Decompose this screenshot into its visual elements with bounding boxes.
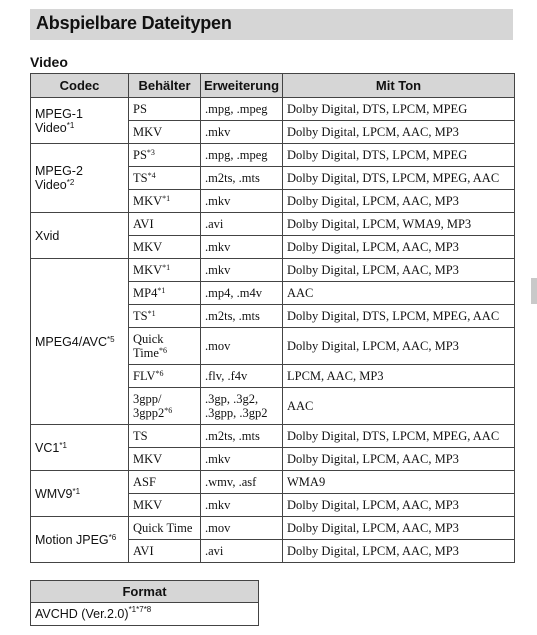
sound-cell: Dolby Digital, LPCM, WMA9, MP3 [283, 213, 515, 236]
format-value: AVCHD (Ver.2.0) [35, 607, 129, 621]
extension-cell: .m2ts, .mts [201, 425, 283, 448]
format-row [31, 603, 259, 626]
extension-cell: .mkv [201, 494, 283, 517]
sound-cell: Dolby Digital, LPCM, AAC, MP3 [283, 259, 515, 282]
container-name: MKV [133, 194, 163, 208]
format-header: Format [31, 581, 259, 603]
codec-cell [31, 425, 129, 471]
sound-cell: WMA9 [283, 471, 515, 494]
container-footnote: *1 [162, 194, 171, 203]
codec-cell [31, 144, 129, 213]
container-cell [129, 213, 201, 236]
table-row [31, 144, 515, 167]
codec-name: VC1 [35, 440, 60, 455]
extension-cell: .mkv [201, 259, 283, 282]
container-name: MKV [133, 125, 163, 139]
codec-footnote: *2 [66, 178, 75, 187]
codec-name: MPEG-2 Video [35, 164, 83, 192]
extension-cell: .mpg, .mpeg [201, 98, 283, 121]
container-footnote: *6 [164, 406, 173, 415]
container-footnote: *3 [146, 148, 155, 157]
extension-cell: .flv, .f4v [201, 365, 283, 388]
page-title-bar [30, 9, 513, 40]
table-row [31, 517, 515, 540]
sound-cell: AAC [283, 282, 515, 305]
container-name: 3gpp/ 3gpp2 [133, 392, 165, 420]
page-edge-tab [531, 278, 537, 304]
container-cell [129, 144, 201, 167]
extension-cell: .mkv [201, 448, 283, 471]
header-codec: Codec [31, 74, 129, 98]
codec-cell [31, 98, 129, 144]
video-file-types-table [30, 73, 515, 563]
container-cell [129, 448, 201, 471]
extension-cell: .avi [201, 213, 283, 236]
table-row [31, 425, 515, 448]
sound-cell: Dolby Digital, LPCM, AAC, MP3 [283, 494, 515, 517]
container-cell [129, 190, 201, 213]
codec-footnote: *6 [108, 532, 117, 542]
sound-cell: Dolby Digital, DTS, LPCM, MPEG, AAC [283, 425, 515, 448]
container-footnote: *1 [157, 286, 166, 295]
container-name: AVI [133, 217, 154, 231]
format-footnote: *1*7*8 [128, 605, 152, 614]
codec-cell [31, 259, 129, 425]
container-cell [129, 328, 201, 365]
codec-name: Xvid [35, 228, 60, 243]
container-footnote: *4 [147, 171, 156, 180]
codec-footnote: *1 [72, 486, 81, 496]
format-table [30, 580, 259, 626]
container-name: Quick Time [133, 332, 164, 360]
sound-cell: Dolby Digital, LPCM, AAC, MP3 [283, 236, 515, 259]
extension-cell: .wmv, .asf [201, 471, 283, 494]
header-extension: Erweiterung [201, 74, 283, 98]
codec-name: MPEG4/AVC [35, 334, 108, 349]
sound-cell: Dolby Digital, DTS, LPCM, MPEG, AAC [283, 305, 515, 328]
sound-cell: Dolby Digital, LPCM, AAC, MP3 [283, 448, 515, 471]
codec-cell [31, 517, 129, 563]
codec-cell [31, 471, 129, 517]
sound-cell: Dolby Digital, LPCM, AAC, MP3 [283, 540, 515, 563]
container-cell [129, 282, 201, 305]
sound-cell: Dolby Digital, DTS, LPCM, MPEG [283, 98, 515, 121]
container-footnote: *1 [162, 263, 171, 272]
container-name: MKV [133, 498, 163, 512]
container-name: PS [133, 102, 147, 116]
codec-footnote: *1 [66, 120, 75, 130]
extension-cell: .avi [201, 540, 283, 563]
section-heading-video: Video [30, 54, 68, 70]
container-cell [129, 259, 201, 282]
table-body [31, 98, 515, 563]
container-cell [129, 388, 201, 425]
sound-cell: Dolby Digital, LPCM, AAC, MP3 [283, 190, 515, 213]
container-name: PS [133, 148, 147, 162]
extension-cell: .3gp, .3g2, .3gpp, .3gp2 [201, 388, 283, 425]
sound-cell: Dolby Digital, LPCM, AAC, MP3 [283, 328, 515, 365]
container-name: MP4 [133, 286, 158, 300]
container-cell [129, 167, 201, 190]
sound-cell: AAC [283, 388, 515, 425]
table-header-row [31, 74, 515, 98]
codec-footnote: *1 [59, 440, 67, 450]
extension-cell: .mov [201, 517, 283, 540]
container-cell [129, 425, 201, 448]
codec-name: WMV9 [35, 486, 73, 501]
codec-name: Motion JPEG [35, 532, 109, 547]
codec-footnote: *5 [107, 334, 115, 344]
sound-cell: LPCM, AAC, MP3 [283, 365, 515, 388]
table-row [31, 98, 515, 121]
extension-cell: .mkv [201, 121, 283, 144]
container-cell [129, 305, 201, 328]
container-cell [129, 540, 201, 563]
sound-cell: Dolby Digital, LPCM, AAC, MP3 [283, 121, 515, 144]
header-container: Behälter [129, 74, 201, 98]
table-row [31, 259, 515, 282]
extension-cell: .mkv [201, 236, 283, 259]
container-name: TS [133, 429, 148, 443]
table-row [31, 213, 515, 236]
page-title: Abspielbare Dateitypen [36, 13, 232, 33]
extension-cell: .m2ts, .mts [201, 167, 283, 190]
extension-cell: .mov [201, 328, 283, 365]
container-footnote: *6 [155, 369, 164, 378]
container-name: TS [133, 171, 148, 185]
extension-cell: .mkv [201, 190, 283, 213]
container-name: FLV [133, 369, 156, 383]
container-footnote: *1 [147, 309, 156, 318]
container-cell [129, 121, 201, 144]
codec-name: MPEG-1 Video [35, 106, 83, 135]
container-name: Quick Time [133, 521, 193, 535]
container-name: MKV [133, 263, 163, 277]
format-header-row [31, 581, 259, 603]
extension-cell: .m2ts, .mts [201, 305, 283, 328]
container-cell [129, 236, 201, 259]
format-cell [31, 603, 259, 626]
extension-cell: .mp4, .m4v [201, 282, 283, 305]
container-cell [129, 471, 201, 494]
container-cell [129, 517, 201, 540]
container-name: MKV [133, 452, 163, 466]
table-row [31, 471, 515, 494]
container-cell [129, 365, 201, 388]
sound-cell: Dolby Digital, DTS, LPCM, MPEG [283, 144, 515, 167]
container-name: AVI [133, 544, 154, 558]
container-name: ASF [133, 475, 156, 489]
codec-cell [31, 213, 129, 259]
container-name: TS [133, 309, 148, 323]
container-name: MKV [133, 240, 163, 254]
container-footnote: *6 [158, 346, 167, 355]
header-sound: Mit Ton [283, 74, 515, 98]
extension-cell: .mpg, .mpeg [201, 144, 283, 167]
container-cell [129, 494, 201, 517]
sound-cell: Dolby Digital, DTS, LPCM, MPEG, AAC [283, 167, 515, 190]
container-cell [129, 98, 201, 121]
sound-cell: Dolby Digital, LPCM, AAC, MP3 [283, 517, 515, 540]
